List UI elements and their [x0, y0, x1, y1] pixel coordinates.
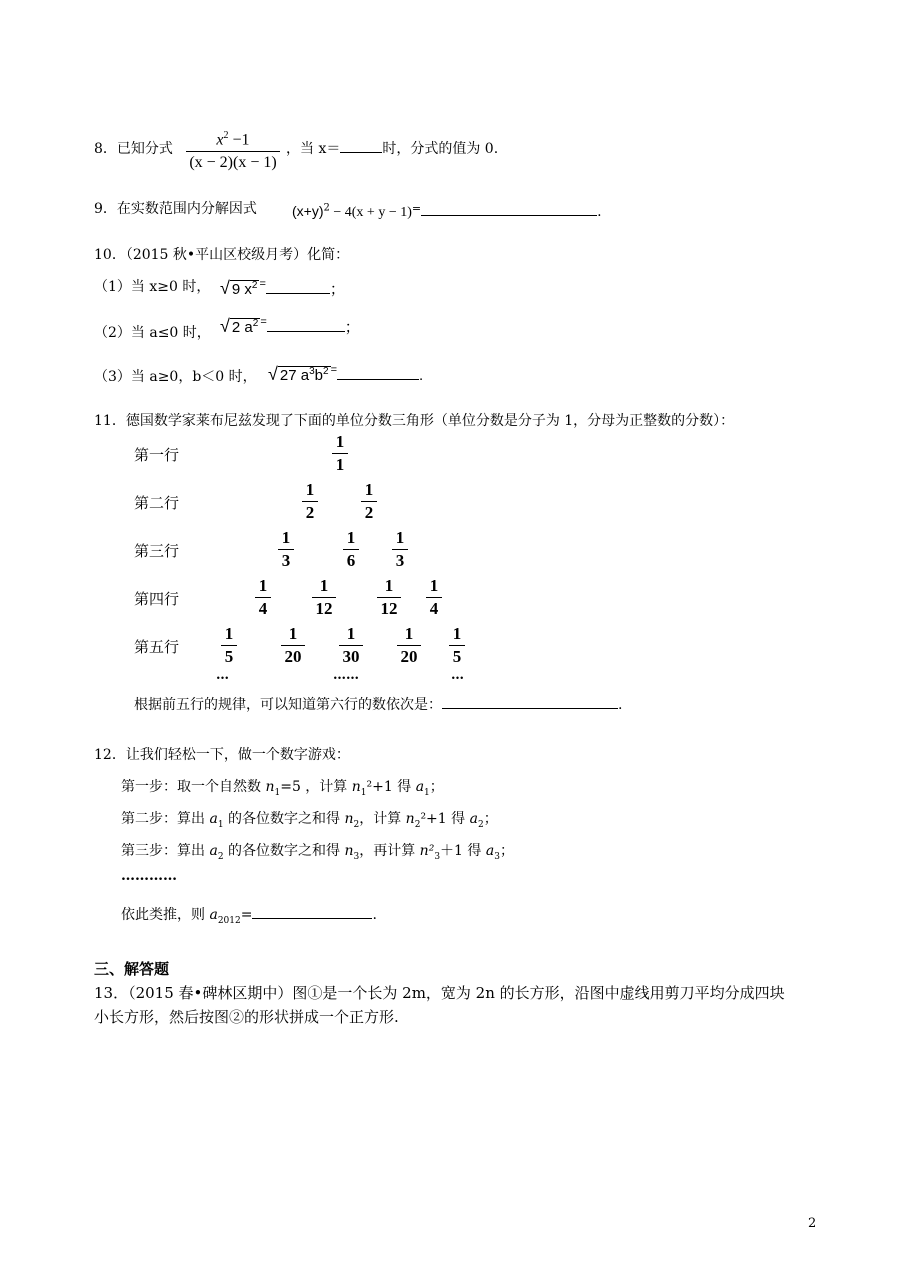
q8-tail	[286, 138, 498, 158]
q8-fraction-numerator: $x^2 -1$	[216, 130, 250, 149]
fraction-r2-2: 1 2	[361, 480, 377, 523]
fraction-r3-1: 1 3	[278, 528, 294, 571]
q8-fraction-bar	[186, 151, 280, 152]
q8-prefix: 已知分式	[116, 141, 173, 157]
q11-answer-blank[interactable]	[442, 695, 618, 709]
fraction-r3-3: 1 3	[392, 528, 408, 571]
q10-part3: （3）当 a≥0，b＜0 时，	[94, 369, 257, 385]
ellipsis-left: …	[216, 668, 229, 683]
q10-part1-blank[interactable]	[266, 280, 330, 294]
q10-part1-expression: √ 9 $x^2$ = ；	[220, 278, 345, 298]
q10-part2-blank[interactable]	[267, 318, 345, 332]
q10-part3-expression: √ 27 $a^3b^2$ = .	[268, 364, 424, 384]
q8-answer-blank[interactable]	[340, 139, 382, 153]
fraction-r5-2: 1 20	[281, 624, 305, 667]
q13-line1: 13．（2015 春•碑林区期中）图①是一个长为 2m，宽为 2n 的长方形，沿图中虚线用剪刀平均分成四块	[94, 984, 785, 1002]
q10-title: 10．（2015 秋•平山区校级月考）化简：	[94, 247, 350, 263]
page-number: 2	[808, 1216, 817, 1231]
q9-number: 9．	[94, 201, 117, 217]
fraction-r5-4: 1 20	[397, 624, 421, 667]
q10-part1: （1）当 x≥0 时，	[94, 279, 211, 295]
fraction-r3-2: 1 6	[343, 528, 359, 571]
fraction-r4-1: 1 4	[255, 576, 271, 619]
fraction-r5-5: 1 5	[449, 624, 465, 667]
q10-part2-expression: √ 2 $a^2$ = ；	[220, 316, 360, 336]
row-label-5: 第五行	[134, 638, 180, 656]
row-label-2: 第二行	[134, 494, 180, 512]
q12-conclusion: 依此类推，则 $a_{2012}=$ .	[121, 907, 377, 926]
fraction-r4-3: 1 12	[377, 576, 401, 619]
fraction-r5-3: 1 30	[339, 624, 363, 667]
fraction-r4-4: 1 4	[426, 576, 442, 619]
q10-part3-blank[interactable]	[337, 366, 419, 380]
q11-title: 11．德国数学家莱布尼兹发现了下面的单位分数三角形（单位分数是分子为 1，分母为正整数的分数）：	[94, 413, 735, 429]
q8-fraction-denominator: (x − 2)(x − 1)	[189, 154, 277, 172]
q13-line2: 小长方形，然后按图②的形状拼成一个正方形.	[94, 1008, 399, 1026]
ellipsis-center: ……	[333, 668, 359, 683]
fraction-r4-2: 1 12	[312, 576, 336, 619]
q12-step2: 第二步：算出 $a_1$ 的各位数字之和得 $n_2$，计算 $n_2^2+1$ 得 $a_2$；	[121, 811, 498, 830]
section-heading: 三、解答题	[94, 960, 170, 978]
radical-icon: √	[220, 278, 230, 298]
q8-number: 8．	[94, 141, 117, 157]
q12-answer-blank[interactable]	[252, 905, 372, 919]
q12-step3: 第三步：算出 $a_2$ 的各位数字之和得 $n_3$，再计算 $n^2_3+1$ 得 $a_3$；	[121, 843, 514, 862]
q10-part2: （2）当 a≤0 时，	[94, 325, 211, 341]
row-label-4: 第四行	[134, 590, 180, 608]
row-label-3: 第三行	[134, 542, 180, 560]
ellipsis-right: …	[451, 668, 464, 683]
q8-fraction	[186, 126, 280, 173]
q9-answer-blank[interactable]	[421, 202, 597, 216]
q12-step1: 第一步：取一个自然数 $n_1=5$ ，计算 $n_1^2+1$ 得 $a_1$；	[121, 779, 444, 798]
fraction-r1-1: 1 1	[332, 432, 348, 475]
q9-text: 在实数范围内分解因式	[116, 201, 257, 217]
q12-title: 12．让我们轻松一下，做一个数字游戏：	[94, 747, 350, 763]
radical-icon: √	[220, 316, 230, 336]
row-label-1: 第一行	[134, 446, 180, 464]
q8	[94, 138, 173, 158]
radical-icon: √	[268, 364, 278, 384]
q12-dots: …………	[121, 868, 177, 884]
q9-expression: $(x+y)^2 - 4(x + y - 1)^=$ .	[292, 202, 602, 220]
q11-question: 根据前五行的规律，可以知道第六行的数依次是： .	[134, 697, 623, 713]
fraction-r5-1: 1 5	[221, 624, 237, 667]
q8-suffix: 时，分式的值为 0.	[382, 141, 499, 157]
q9	[94, 198, 257, 218]
q8-mid: ，当 x＝	[286, 141, 341, 157]
fraction-r2-1: 1 2	[302, 480, 318, 523]
